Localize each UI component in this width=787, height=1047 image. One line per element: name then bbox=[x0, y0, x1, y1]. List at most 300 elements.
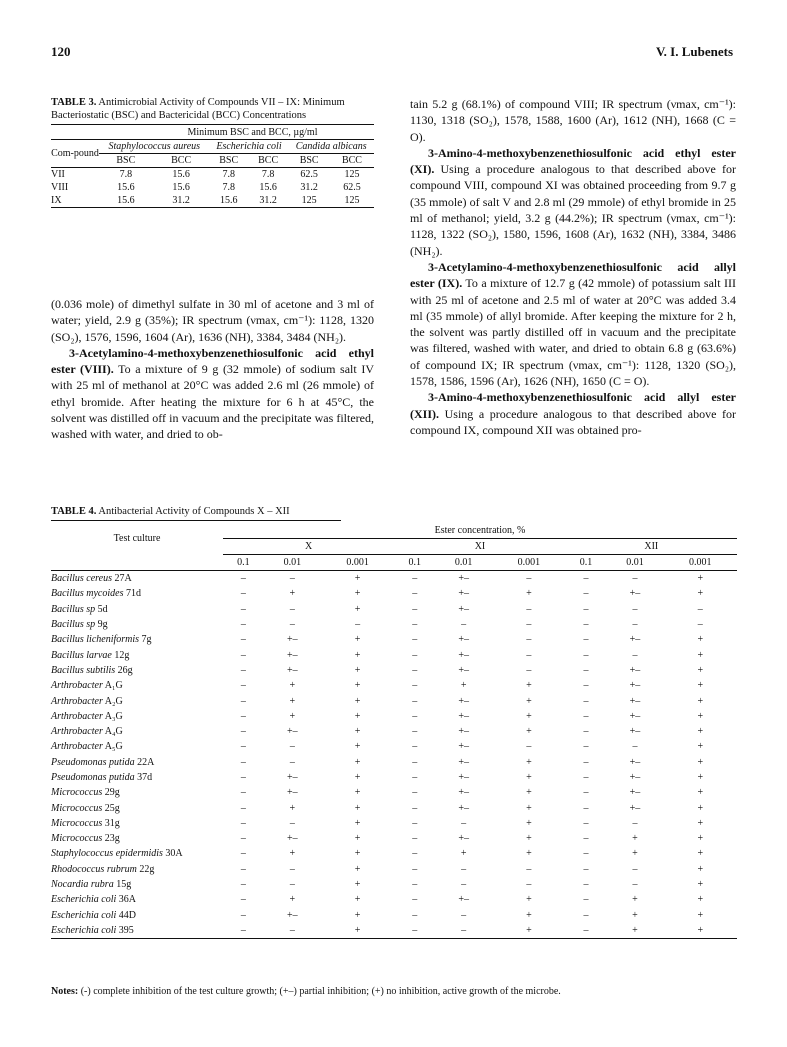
activity-cell: – bbox=[240, 741, 246, 753]
activity-cell: +– bbox=[458, 833, 469, 845]
activity-cell: + bbox=[289, 848, 296, 860]
culture-cell bbox=[51, 770, 223, 785]
paragraph bbox=[410, 145, 736, 259]
culture-name: Staphylococcus epidermidis bbox=[51, 848, 163, 860]
activity-cell: – bbox=[223, 923, 264, 939]
table-row bbox=[51, 663, 737, 678]
table-3-subheader: BSC bbox=[99, 154, 153, 168]
activity-cell: – bbox=[412, 680, 418, 692]
activity-cell: – bbox=[412, 833, 418, 845]
paragraph-text: Using a procedure analogous to that described above for compound VIII, compound XI was obtained proceeding from 9.7 g (35 mmole) of salt V and 2.8 ml (29 mmole) of ethyl bromide in 25 ml of methanol; yield, 3.2 g (44.2%); IR spectrum (νmax, cm⁻¹): 1128, 1322 (SO₂), 1580, 1596, 1608 (Ar), 1632 (NH), 3384, 3486 (NH₂). bbox=[410, 162, 736, 258]
paragraph-text: To a mixture of 12.7 g (42 mmole) of potassium salt III with 25 ml of acetone and 2.5 ml of water at 20°C was added 3.4 ml (35 mmole) of allyl bromide. After keeping the mixture for 2 h, the solvent was partly distilled off in vacuum and the precipitate was filtered, washed with water, and dried to obtain 6.8 g (63.6%) of compound IX; IR spectrum (νmax, cm⁻¹): 1128, 1320 (SO₂), 1578, 1586, 1596 (Ar), 1626 (NH), 1650 (C = O). bbox=[410, 276, 736, 389]
table-row bbox=[51, 816, 737, 831]
activity-cell: + bbox=[526, 588, 532, 600]
value-cell: 7.8 bbox=[119, 169, 133, 180]
table-4-blank-cell bbox=[51, 555, 223, 571]
activity-cell: – bbox=[240, 680, 246, 692]
table-3-caption bbox=[51, 96, 374, 125]
culture-strain: A₁G bbox=[102, 680, 123, 692]
value-cell: 15.6 bbox=[117, 182, 135, 193]
table-4-notes bbox=[51, 986, 741, 997]
table-3-span-header: Minimum BSC and BCC, µg/ml bbox=[51, 126, 374, 140]
activity-cell: – bbox=[412, 741, 418, 753]
activity-cell: + bbox=[354, 726, 361, 738]
activity-cell: – bbox=[412, 588, 418, 600]
table-4-span-header: Ester concentration, % bbox=[223, 523, 737, 539]
culture-cell bbox=[51, 586, 223, 601]
culture-cell bbox=[51, 632, 223, 647]
activity-cell: – bbox=[526, 741, 532, 753]
culture-name: Arthrobacter bbox=[51, 695, 103, 707]
activity-cell: + bbox=[697, 695, 704, 707]
activity-cell: + bbox=[697, 588, 704, 600]
culture-name: Bacillus cereus bbox=[51, 573, 113, 585]
activity-cell: – bbox=[240, 802, 246, 814]
activity-cell: – bbox=[289, 756, 295, 768]
culture-cell bbox=[51, 846, 223, 861]
table-4-culture-header: Test culture bbox=[113, 533, 161, 545]
table-row bbox=[51, 908, 737, 923]
activity-cell: – bbox=[394, 923, 435, 939]
culture-cell bbox=[51, 877, 223, 892]
culture-name: Pseudomonas putida bbox=[51, 756, 135, 768]
activity-cell: +– bbox=[458, 710, 469, 722]
culture-cell bbox=[51, 663, 223, 678]
activity-cell: – bbox=[412, 695, 418, 707]
activity-cell: – bbox=[240, 833, 246, 845]
activity-cell: +– bbox=[458, 802, 469, 814]
table-row bbox=[51, 602, 737, 617]
table-row bbox=[51, 739, 737, 754]
activity-cell: + bbox=[354, 787, 361, 799]
activity-cell: +– bbox=[629, 802, 641, 814]
culture-name: Arthrobacter bbox=[51, 680, 103, 692]
activity-cell: +– bbox=[458, 894, 469, 906]
activity-cell: + bbox=[354, 894, 361, 906]
table-row bbox=[51, 755, 737, 770]
compound-cell: VIII bbox=[51, 182, 69, 193]
culture-cell bbox=[51, 709, 223, 724]
activity-cell: – bbox=[412, 879, 418, 891]
activity-cell: – bbox=[412, 634, 418, 646]
activity-cell: + bbox=[632, 833, 638, 845]
activity-cell: + bbox=[289, 680, 296, 692]
activity-cell: + bbox=[526, 756, 532, 768]
activity-cell: +– bbox=[458, 664, 469, 676]
activity-cell: – bbox=[412, 894, 418, 906]
value-cell: 125 bbox=[288, 194, 330, 208]
activity-cell: +– bbox=[629, 695, 641, 707]
activity-cell: + bbox=[354, 772, 361, 783]
activity-cell: + bbox=[697, 909, 704, 921]
table-row bbox=[51, 770, 737, 785]
paragraph-text: To a mixture of 9 g (32 mmole) of sodium salt IV with 25 ml of methanol at 20°C was added 2.6 ml (26 mmole) of ethyl bromide. After heating the mixture for 6 h at 45°C, the solvent was distilled off in vacuum and the precipitate was filtered, washed with water, and dried to ob- bbox=[51, 362, 374, 442]
activity-cell: + bbox=[354, 848, 361, 860]
value-cell: 15.6 bbox=[172, 182, 190, 193]
activity-cell: – bbox=[240, 909, 246, 921]
activity-cell: +– bbox=[629, 710, 641, 722]
table-3-subheader: BCC bbox=[248, 154, 289, 168]
activity-cell: – bbox=[412, 787, 418, 799]
table-row bbox=[51, 724, 737, 739]
table-row bbox=[51, 785, 737, 800]
activity-cell: – bbox=[583, 664, 589, 676]
culture-name: Bacillus larvae bbox=[51, 649, 112, 661]
activity-cell: – bbox=[461, 879, 467, 891]
activity-cell: – bbox=[632, 649, 638, 661]
activity-cell: – bbox=[412, 619, 418, 631]
table-4-title: Antibacterial Activity of Compounds X – XII bbox=[96, 506, 290, 517]
running-author: V. I. Lubenets bbox=[655, 44, 733, 59]
culture-strain: 26g bbox=[115, 664, 133, 676]
activity-cell: – bbox=[412, 817, 418, 829]
activity-cell: + bbox=[354, 695, 361, 707]
table-row bbox=[51, 571, 737, 587]
concentration-header: 0.001 bbox=[321, 555, 394, 571]
culture-name: Pseudomonas putida bbox=[51, 772, 135, 783]
value-cell: 62.5 bbox=[343, 182, 361, 193]
activity-cell: +– bbox=[458, 634, 469, 646]
activity-cell: – bbox=[240, 756, 246, 768]
activity-cell: + bbox=[697, 710, 704, 722]
value-cell: 62.5 bbox=[300, 169, 318, 180]
activity-cell: – bbox=[583, 833, 589, 845]
table-3-title: Antimicrobial Activity of Compounds VII – IX: Minimum Bacteriostatic (BSC) and Bactericidal (BCC) Concentrations bbox=[51, 97, 345, 121]
table-row bbox=[51, 181, 374, 194]
table-row bbox=[51, 617, 737, 632]
activity-cell: + bbox=[526, 680, 532, 692]
table-row bbox=[51, 892, 737, 907]
table-3-subheader: BSC bbox=[210, 154, 248, 168]
culture-cell bbox=[51, 724, 223, 739]
activity-cell: +– bbox=[287, 634, 298, 646]
activity-cell: + bbox=[354, 879, 361, 891]
culture-strain: 15g bbox=[113, 879, 132, 891]
activity-cell: – bbox=[461, 909, 467, 921]
activity-cell: + bbox=[492, 923, 565, 939]
table-4-label: TABLE 4. bbox=[51, 506, 97, 517]
culture-name: Arthrobacter bbox=[51, 710, 103, 722]
culture-name: Bacillus sp bbox=[51, 619, 96, 631]
activity-cell: +– bbox=[458, 573, 469, 585]
activity-cell: + bbox=[526, 894, 532, 906]
value-cell: 7.8 bbox=[261, 169, 275, 180]
culture-strain: 22g bbox=[136, 863, 155, 875]
culture-name: Escherichia coli bbox=[51, 909, 117, 921]
table-row bbox=[51, 678, 737, 693]
culture-strain: 44D bbox=[116, 909, 136, 921]
activity-cell: – bbox=[583, 619, 589, 631]
culture-cell bbox=[51, 831, 223, 846]
activity-cell: + bbox=[526, 909, 532, 921]
activity-cell: + bbox=[354, 664, 361, 676]
activity-cell: – bbox=[632, 619, 638, 631]
activity-cell: – bbox=[240, 848, 246, 860]
culture-name: Micrococcus bbox=[51, 817, 103, 829]
activity-cell: +– bbox=[629, 634, 641, 646]
activity-cell: – bbox=[583, 756, 589, 768]
activity-cell: – bbox=[583, 894, 589, 906]
activity-cell: + bbox=[697, 634, 704, 646]
activity-cell: +– bbox=[458, 741, 469, 753]
table-4-compound-header: XI bbox=[394, 539, 565, 555]
activity-cell: +– bbox=[629, 772, 641, 783]
activity-cell: – bbox=[289, 573, 295, 585]
table-4-compound-header: XII bbox=[566, 539, 737, 555]
activity-cell: + bbox=[526, 848, 532, 860]
culture-cell bbox=[51, 892, 223, 907]
activity-cell: + bbox=[354, 909, 361, 921]
culture-strain: 36A bbox=[116, 894, 136, 906]
activity-cell: – bbox=[412, 649, 418, 661]
activity-cell: – bbox=[526, 619, 532, 631]
activity-cell: – bbox=[632, 603, 638, 615]
table-3 bbox=[51, 96, 374, 208]
concentration-header: 0.01 bbox=[435, 555, 492, 571]
culture-cell bbox=[51, 602, 223, 617]
activity-cell: + bbox=[354, 649, 361, 661]
value-cell: 7.8 bbox=[222, 182, 235, 193]
paragraph: (0.036 mole) of dimethyl sulfate in 30 ml of acetone and 3 ml of water; yield, 2.9 g (35%); IR spectrum (νmax, cm⁻¹): 1128, 1320 (SO₂), 1576, 1596, 1604 (Ar), 1636 (NH), 3384, 3484 (NH₂). bbox=[51, 297, 374, 344]
activity-cell: + bbox=[354, 710, 361, 722]
table-3-label: TABLE 3. bbox=[51, 97, 97, 108]
activity-cell: + bbox=[697, 741, 704, 753]
culture-strain: 22A bbox=[134, 756, 155, 768]
activity-cell: – bbox=[435, 923, 492, 939]
culture-cell bbox=[51, 816, 223, 831]
compound-title: 3-Acetylamino-4-methoxybenzenethiosulfonic acid ethyl ester (VIII). bbox=[51, 345, 374, 377]
activity-cell: – bbox=[526, 634, 532, 646]
paragraph: tain 5.2 g (68.1%) of compound VIII; IR spectrum (νmax, cm⁻¹): 1130, 1318 (SO₂), 1578, 1588, 1600 (Ar), 1612 (NH), 1668 (C = O). bbox=[410, 97, 736, 144]
culture-name: Bacillus sp bbox=[51, 603, 96, 615]
activity-cell: +– bbox=[629, 726, 641, 738]
activity-cell: – bbox=[632, 573, 638, 585]
activity-cell: – bbox=[240, 634, 246, 646]
table-row bbox=[51, 168, 374, 182]
notes-label: Notes: bbox=[51, 986, 79, 997]
activity-cell: – bbox=[583, 802, 589, 814]
activity-cell: – bbox=[412, 863, 418, 875]
activity-cell: – bbox=[583, 710, 589, 722]
culture-strain: 7g bbox=[139, 634, 152, 646]
table-3-compound-header: Com-pound bbox=[51, 140, 99, 168]
culture-strain: 29g bbox=[102, 787, 120, 799]
activity-cell: +– bbox=[458, 603, 469, 615]
activity-cell: + bbox=[697, 817, 704, 829]
concentration-header: 0.1 bbox=[566, 555, 607, 571]
activity-cell: + bbox=[632, 909, 638, 921]
value-cell: 15.6 bbox=[172, 169, 190, 180]
page-number: 120 bbox=[51, 44, 71, 59]
culture-name: Micrococcus bbox=[51, 787, 103, 799]
activity-cell: + bbox=[289, 695, 296, 707]
activity-cell: – bbox=[526, 603, 532, 615]
culture-cell bbox=[51, 678, 223, 693]
culture-name: Micrococcus bbox=[51, 833, 103, 845]
activity-cell: – bbox=[583, 817, 589, 829]
value-cell: 125 bbox=[344, 169, 360, 180]
activity-cell: – bbox=[240, 710, 246, 722]
activity-cell: +– bbox=[287, 726, 298, 738]
activity-cell: + bbox=[697, 772, 704, 783]
activity-cell: – bbox=[461, 619, 467, 631]
left-column bbox=[51, 296, 374, 443]
activity-cell: – bbox=[240, 588, 246, 600]
activity-cell: – bbox=[240, 695, 246, 707]
culture-strain: 9g bbox=[95, 619, 108, 631]
activity-cell: – bbox=[583, 588, 589, 600]
activity-cell: + bbox=[354, 680, 361, 692]
activity-cell: + bbox=[697, 649, 704, 661]
culture-cell bbox=[51, 923, 223, 939]
activity-cell: – bbox=[583, 726, 589, 738]
activity-cell: – bbox=[240, 726, 246, 738]
activity-cell: – bbox=[583, 649, 589, 661]
activity-cell: + bbox=[697, 802, 704, 814]
culture-strain: A₂G bbox=[102, 695, 123, 707]
concentration-header: 0.001 bbox=[664, 555, 737, 571]
culture-name: Bacillus subtilis bbox=[51, 664, 116, 676]
culture-strain: 5d bbox=[95, 603, 108, 615]
table-row bbox=[51, 586, 737, 601]
activity-cell: + bbox=[526, 817, 532, 829]
activity-cell: + bbox=[354, 863, 361, 875]
table-4-compound-header: X bbox=[223, 539, 394, 555]
culture-strain: A₃G bbox=[102, 710, 123, 722]
activity-cell: – bbox=[240, 894, 246, 906]
culture-name: Arthrobacter bbox=[51, 726, 103, 738]
activity-cell: +– bbox=[287, 787, 298, 799]
table-row bbox=[51, 709, 737, 724]
activity-cell: + bbox=[354, 603, 361, 615]
table-row bbox=[51, 877, 737, 892]
activity-cell: – bbox=[240, 772, 246, 783]
culture-cell bbox=[51, 739, 223, 754]
activity-cell: +– bbox=[458, 695, 469, 707]
activity-cell: – bbox=[583, 634, 589, 646]
activity-cell: – bbox=[526, 573, 532, 585]
activity-cell: + bbox=[289, 588, 296, 600]
activity-cell: + bbox=[354, 833, 361, 845]
activity-cell: – bbox=[355, 619, 361, 631]
activity-cell: – bbox=[461, 817, 467, 829]
culture-cell bbox=[51, 862, 223, 877]
activity-cell: +– bbox=[458, 772, 469, 783]
activity-cell: – bbox=[240, 603, 246, 615]
activity-cell: – bbox=[583, 603, 589, 615]
table-3-subheader: BSC bbox=[288, 154, 330, 168]
activity-cell: – bbox=[632, 741, 638, 753]
activity-cell: – bbox=[289, 879, 295, 891]
activity-cell: + bbox=[354, 588, 361, 600]
culture-cell bbox=[51, 617, 223, 632]
paragraph bbox=[410, 389, 736, 438]
table-row bbox=[51, 800, 737, 815]
activity-cell: – bbox=[583, 863, 589, 875]
activity-cell: + bbox=[697, 664, 704, 676]
concentration-header: 0.001 bbox=[492, 555, 565, 571]
value-cell: 15.6 bbox=[210, 194, 248, 208]
activity-cell: – bbox=[526, 863, 532, 875]
value-cell: 31.2 bbox=[248, 194, 289, 208]
culture-cell bbox=[51, 755, 223, 770]
culture-strain: 27A bbox=[112, 573, 132, 585]
activity-cell: +– bbox=[458, 787, 469, 799]
culture-cell bbox=[51, 908, 223, 923]
activity-cell: – bbox=[583, 879, 589, 891]
activity-cell: + bbox=[697, 756, 704, 768]
activity-cell: – bbox=[412, 848, 418, 860]
activity-cell: – bbox=[461, 863, 467, 875]
table-row bbox=[51, 923, 737, 939]
activity-cell: + bbox=[526, 710, 532, 722]
concentration-header: 0.01 bbox=[264, 555, 321, 571]
paragraph-text: Using a procedure analogous to that described above for compound IX, compound XII was obtained pro- bbox=[410, 406, 736, 437]
concentration-header: 0.1 bbox=[223, 555, 264, 571]
table-4-grid bbox=[51, 523, 737, 939]
table-row bbox=[51, 862, 737, 877]
paragraph bbox=[51, 345, 374, 443]
activity-cell: – bbox=[289, 603, 295, 615]
activity-cell: – bbox=[526, 879, 532, 891]
activity-cell: – bbox=[583, 573, 589, 585]
activity-cell: + bbox=[526, 726, 532, 738]
table-3-subheader: BCC bbox=[330, 154, 374, 168]
culture-strain: A₅G bbox=[102, 741, 123, 753]
activity-cell: + bbox=[354, 573, 361, 585]
activity-cell: + bbox=[606, 923, 663, 939]
activity-cell: +– bbox=[458, 588, 469, 600]
activity-cell: – bbox=[632, 817, 638, 829]
activity-cell: – bbox=[289, 619, 295, 631]
table-row bbox=[51, 693, 737, 708]
activity-cell: – bbox=[240, 664, 246, 676]
activity-cell: +– bbox=[287, 909, 298, 921]
culture-name: Escherichia coli bbox=[51, 924, 117, 936]
paragraph bbox=[410, 259, 736, 389]
culture-cell bbox=[51, 785, 223, 800]
culture-cell bbox=[51, 571, 223, 587]
culture-strain: 71d bbox=[123, 588, 141, 600]
culture-name: Bacillus licheniformis bbox=[51, 634, 140, 646]
compound-title: 3-Acetylamino-4-methoxybenzenethiosulfonic acid allyl ester (IX). bbox=[410, 259, 736, 291]
activity-cell: +– bbox=[287, 664, 298, 676]
table-3-org-header: Candida albicans bbox=[288, 140, 374, 154]
activity-cell: – bbox=[289, 817, 295, 829]
activity-cell: – bbox=[412, 726, 418, 738]
culture-cell bbox=[51, 693, 223, 708]
value-cell: 15.6 bbox=[99, 194, 153, 208]
culture-name: Arthrobacter bbox=[51, 741, 103, 753]
activity-cell: + bbox=[697, 787, 704, 799]
activity-cell: + bbox=[321, 923, 394, 939]
culture-name: Nocardia rubra bbox=[51, 879, 114, 891]
activity-cell: + bbox=[526, 772, 532, 783]
activity-cell: +– bbox=[287, 649, 298, 661]
activity-cell: + bbox=[354, 756, 361, 768]
activity-cell: – bbox=[583, 787, 589, 799]
activity-cell: – bbox=[412, 756, 418, 768]
activity-cell: + bbox=[664, 923, 737, 939]
activity-cell: – bbox=[289, 863, 295, 875]
activity-cell: +– bbox=[458, 649, 469, 661]
activity-cell: – bbox=[240, 649, 246, 661]
activity-cell: – bbox=[240, 817, 246, 829]
activity-cell: + bbox=[526, 833, 532, 845]
culture-strain: 31g bbox=[102, 817, 120, 829]
activity-cell: +– bbox=[458, 726, 469, 738]
activity-cell: + bbox=[697, 848, 704, 860]
